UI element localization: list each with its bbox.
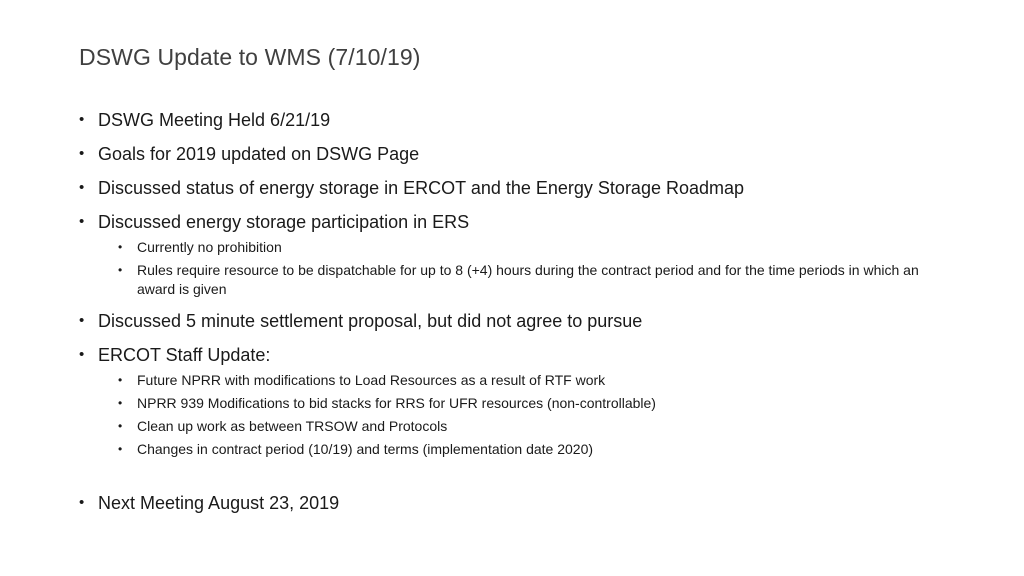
bullet-item <box>79 210 959 299</box>
slide-title: DSWG Update to WMS (7/10/19) <box>79 44 421 70</box>
sub-bullet-text: NPRR 939 Modifications to bid stacks for RRS for UFR resources (non-controllable) <box>137 395 656 411</box>
sub-bullet-list <box>98 371 959 459</box>
bullet-text: ERCOT Staff Update: <box>98 345 271 365</box>
sub-bullet-list <box>98 238 959 299</box>
sub-bullet-text: Changes in contract period (10/19) and terms (implementation date 2020) <box>137 441 594 457</box>
bullet-item <box>79 108 959 132</box>
bullet-text: Discussed 5 minute settlement proposal, but did not agree to pursue <box>98 311 643 331</box>
bullet-icon: • <box>79 179 85 196</box>
sub-bullet-item <box>118 440 959 459</box>
slide-content <box>79 108 959 515</box>
sub-bullet-icon: • <box>118 419 123 433</box>
sub-bullet-text: Rules require resource to be dispatchable for up to 8 (+4) hours during the contract period and for the time periods in which an award is given <box>137 262 919 297</box>
sub-bullet-item <box>118 261 959 299</box>
bullet-list <box>79 108 959 515</box>
bullet-text: Discussed energy storage participation in ERS <box>98 212 470 232</box>
sub-bullet-icon: • <box>118 240 123 254</box>
sub-bullet-icon: • <box>118 373 123 387</box>
bullet-icon: • <box>79 145 85 162</box>
sub-bullet-icon: • <box>118 396 123 410</box>
bullet-item <box>79 142 959 166</box>
bullet-icon: • <box>79 494 85 511</box>
sub-bullet-icon: • <box>118 442 123 456</box>
sub-bullet-text: Clean up work as between TRSOW and Protocols <box>137 418 448 434</box>
bullet-icon: • <box>79 111 85 128</box>
bullet-icon: • <box>79 312 85 329</box>
sub-bullet-text: Currently no prohibition <box>137 239 282 255</box>
bullet-item <box>79 491 959 515</box>
sub-bullet-icon: • <box>118 263 123 277</box>
bullet-text: Discussed status of energy storage in ERCOT and the Energy Storage Roadmap <box>98 178 745 198</box>
bullet-text: Next Meeting August 23, 2019 <box>98 493 340 513</box>
sub-bullet-text: Future NPRR with modifications to Load Resources as a result of RTF work <box>137 372 606 388</box>
bullet-item <box>79 343 959 459</box>
bullet-icon: • <box>79 213 85 230</box>
bullet-text: Goals for 2019 updated on DSWG Page <box>98 144 420 164</box>
sub-bullet-item <box>118 394 959 413</box>
sub-bullet-item <box>118 417 959 436</box>
bullet-text: DSWG Meeting Held 6/21/19 <box>98 110 331 130</box>
sub-bullet-item <box>118 238 959 257</box>
bullet-icon: • <box>79 346 85 363</box>
bullet-item <box>79 176 959 200</box>
bullet-item <box>79 309 959 333</box>
sub-bullet-item <box>118 371 959 390</box>
